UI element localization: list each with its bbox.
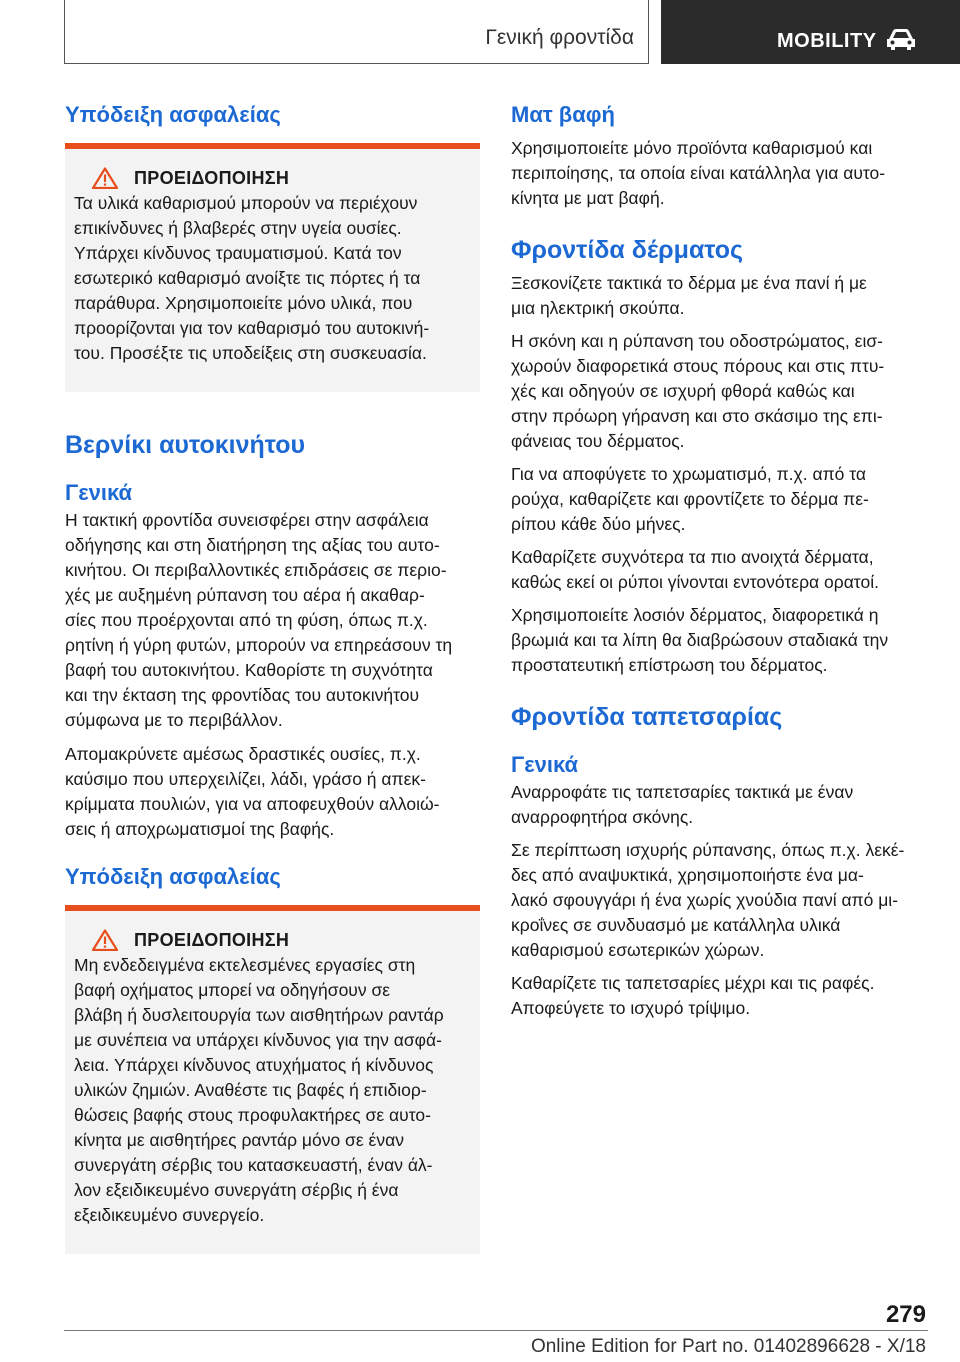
paragraph-upholstery-seams: Καθαρίζετε τις ταπετσαρίες μέχρι και τις ραφές. Αποφεύγετε το ισχυρό τρίψιμο.	[511, 973, 875, 1018]
header-chapter-label: MOBILITY	[777, 30, 877, 52]
heading-safety-note-1: Υπόδειξη ασφαλείας	[65, 102, 281, 127]
paragraph-upholstery-stains: Σε περίπτωση ισχυρής ρύπανσης, όπως π.χ. λεκέ- δες από αναψυκτικά, χρησιμοποιήστε ένα μα- λακό σφουγγάρι ή ένα χωρίς χνούδια πανί από μι- κροΐνες σε συνδυασμό με κατάλληλα υλικά καθαρισμού εσωτερικών χώρων.	[511, 840, 905, 960]
warning-title-2: ΠΡΟΕΙΔΟΠΟΙΗΣΗ	[134, 929, 290, 950]
page-number: 279	[885, 1301, 926, 1328]
paragraph-leather-dirt: Η σκόνη και η ρύπανση του οδοστρώματος, εισ- χωρούν διαφορετικά στους πόρους και στις πτυ- χές και οδηγούν σε ισχυρή φθορά καθώς και στην πρόωρη γήρανση και στο σκάσιμο της επι- φάνειας του δέρματος.	[511, 331, 885, 451]
heading-car-varnish: Βερνίκι αυτοκινήτου	[65, 431, 306, 459]
heading-safety-note-2: Υπόδειξη ασφαλείας	[65, 864, 281, 889]
paragraph-leather-dusting: Ξεσκονίζετε τακτικά το δέρμα με ένα πανί ή με μια ηλεκτρική σκούπα.	[511, 273, 867, 318]
paragraph-matte-paint: Χρησιμοποιείτε μόνο προϊόντα καθαρισμού και περιποίησης, τα οποία είναι κατάλληλα για αυτο- κίνητα με ματ βαφή.	[511, 138, 886, 208]
paragraph-leather-light: Καθαρίζετε συχνότερα τα πιο ανοιχτά δέρματα, καθώς εκεί οι ρύποι γίνονται εντονότερα ορατοί.	[511, 547, 879, 592]
heading-general-2: Γενικά	[511, 752, 579, 777]
warning-text-1: Τα υλικά καθαρισμού μπορούν να περιέχουν επικίνδυνες ή βλαβερές στην υγεία ουσίες. Υπάρχει κίνδυνος τραυματισμού. Κατά τον εσωτερικό καθαρισμό ανοίξτε τις πόρτες ή τα παράθυρα. Χρησιμοποιείτε μόνο υλικά, που προορίζονται για τον καθαρισμό του αυτοκινή- του. Προσέξτε τις υποδείξεις στη συσκευασία.	[74, 193, 430, 363]
footer-divider	[64, 1330, 928, 1331]
right-column	[511, 100, 926, 1021]
heading-matte-paint: Ματ βαφή	[511, 102, 615, 127]
warning-triangle-icon	[92, 929, 118, 951]
paragraph-upholstery-vacuum: Αναρροφάτε τις ταπετσαρίες τακτικά με έναν αναρροφητήρα σκόνης.	[511, 782, 854, 827]
paragraph-varnish-care: Η τακτική φροντίδα συνεισφέρει στην ασφάλεια οδήγησης και στη διατήρηση της αξίας του αυτο- κινήτου. Οι περιβαλλοντικές επιδράσεις σε περιο- χές με αυξημένη ρύπανση του αέρα ή ακαθαρ- σίες που προέρχονται από τη φύση, όπως π.χ. ρητίνη ή γύρη φυτών, μπορούν να επηρεάσουν τη βαφή του αυτοκινήτου. Καθορίστε τη συχνότητα και την έκταση της φροντίδας του αυτοκινήτου σύμφωνα με το περιβάλλον.	[65, 510, 453, 730]
header-chapter-tab	[661, 0, 960, 64]
warning-text-2: Μη ενδεδειγμένα εκτελεσμένες εργασίες στη βαφή οχήματος μπορεί να οδηγήσουν σε βλάβη ή δυσλειτουργία των αισθητήρων ραντάρ με συνέπεια να υπάρχει κίνδυνος για την ασφά- λεια. Υπάρχει κίνδυνος ατυχήματος ή κίνδυνος υλικών ζημιών. Αναθέστε τις βαφές ή επιδιορ- θώσεις βαφής στους προφυλακτήρες σε αυτο- κίνητα με αισθητήρες ραντάρ μόνο σε έναν συνεργάτη σέρβις του κατασκευαστή, έναν άλ- λον εξειδικευμένο συνεργάτη σέρβις ή ένα εξειδικευμένο συνεργείο.	[74, 955, 444, 1225]
heading-upholstery-care: Φροντίδα ταπετσαρίας	[511, 703, 783, 731]
left-column	[65, 100, 480, 1254]
warning-triangle-icon	[92, 167, 118, 189]
car-icon	[885, 27, 917, 51]
header-section-box	[64, 0, 649, 64]
footer-edition-text: Online Edition for Part no. 01402896628 - X/18	[530, 1336, 926, 1357]
warning-box-2	[65, 905, 480, 1254]
heading-general-1: Γενικά	[65, 480, 133, 505]
paragraph-remove-substances: Απομακρύνετε αμέσως δραστικές ουσίες, π.χ. καύσιμο που υπερχειλίζει, λάδι, γράσο ή απεκ- κρίμματα πουλιών, για να αποφευχθούν αλλοιώ- σεις ή αποχρωματισμοί της βαφής.	[65, 744, 440, 839]
header-section-title: Γενική φροντίδα	[485, 26, 634, 49]
warning-box-1	[65, 143, 480, 392]
warning-title-1: ΠΡΟΕΙΔΟΠΟΙΗΣΗ	[134, 167, 290, 188]
heading-leather-care: Φροντίδα δέρματος	[511, 236, 744, 264]
paragraph-leather-coloring: Για να αποφύγετε το χρωματισμό, π.χ. από τα ρούχα, καθαρίζετε και φροντίζετε το δέρμα πε- ρίπου κάθε δύο μήνες.	[511, 464, 869, 534]
paragraph-leather-lotion: Χρησιμοποιείτε λοσιόν δέρματος, διαφορετικά η βρωμιά και τα λίπη θα διαβρώσουν σταδιακά την προστατευτική επίστρωση του δέρματος.	[511, 605, 889, 675]
